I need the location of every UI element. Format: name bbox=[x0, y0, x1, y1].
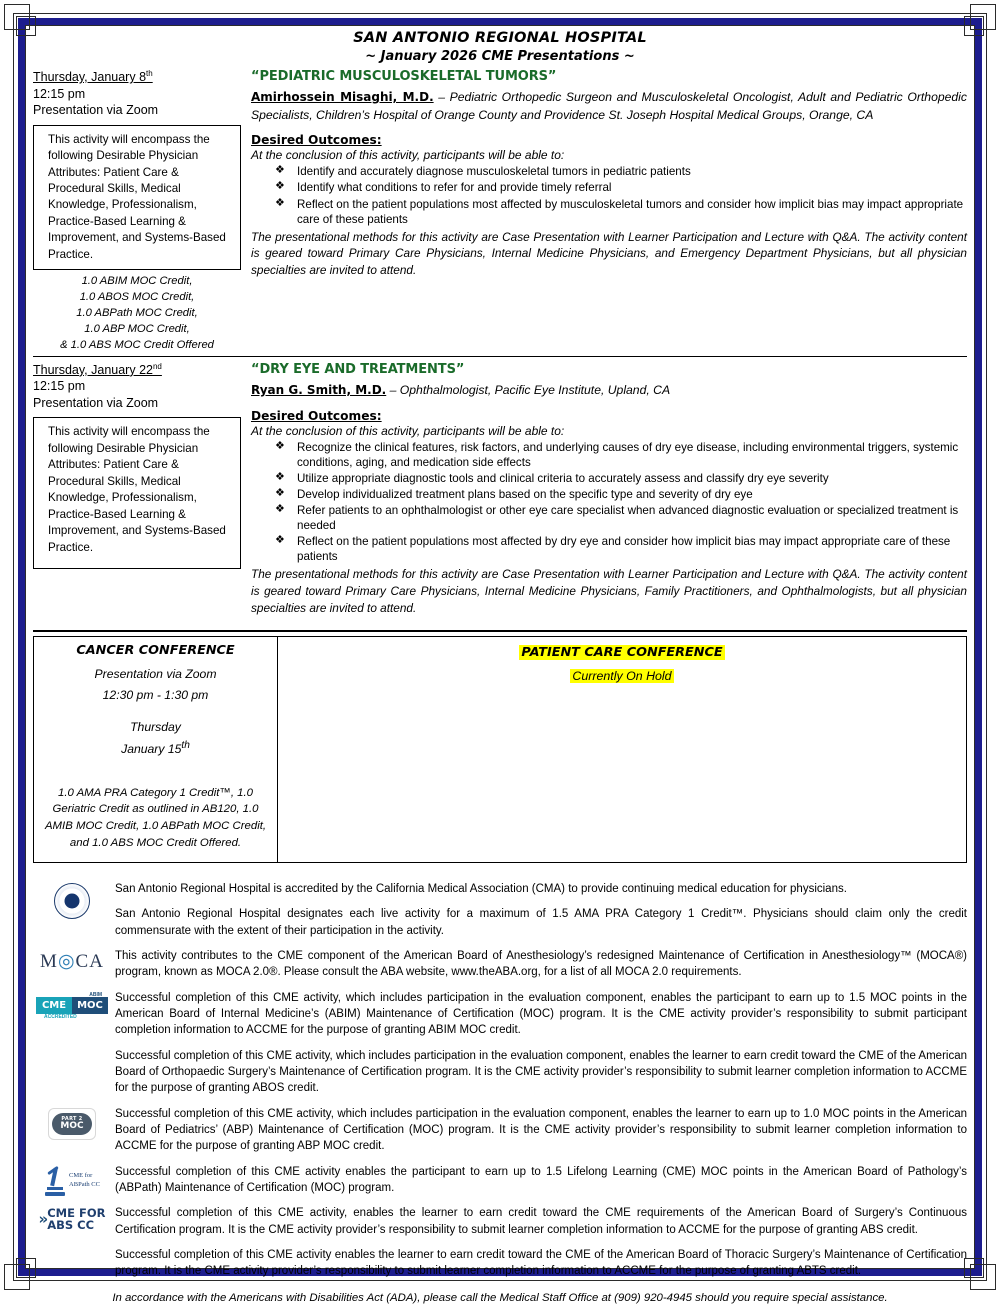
physician-attributes-box: This activity will encompass the following Desirable Physician Attributes: Patient Care & Procedural Skills, Medical Knowledge, Professionalism, Practice-Based Learning & Improvement, and Systems-Based Practice. bbox=[33, 417, 241, 569]
part2-label: PART 2 bbox=[61, 1116, 83, 1123]
issue-subtitle: ~ January 2026 CME Presentations ~ bbox=[365, 49, 635, 64]
double-chevron-icon: » bbox=[38, 1210, 46, 1229]
session-mode: Presentation via Zoom bbox=[33, 103, 159, 118]
desired-outcomes-heading: Desired Outcomes: bbox=[251, 408, 382, 423]
part2-moc-icon bbox=[48, 1108, 96, 1140]
physician-attributes-box: This activity will encompass the following Desirable Physician Attributes: Patient Care & Procedural Skills, Medical Knowledge, Professionalism, Practice-Based Learning & Improvement, and Systems-Based Practice. bbox=[33, 125, 241, 271]
accreditation-paragraph: Successful completion of this CME activity, which includes participation in the evaluation component, enables the learner to earn up to 1.0 MOC points in the American Board of Pediatrics’ (ABP) Maintenance of Certification (MOC) program. It is the CME activity provider’s responsibility to submit learner completion information to ACCME for the purpose of granting ABP MOC credit. bbox=[115, 1107, 967, 1153]
desired-outcomes-intro: At the conclusion of this activity, participants will be able to: bbox=[251, 148, 565, 163]
ada-notice: In accordance with the Americans with Disabilities Act (ADA), please call the Medical Staff Office at (909) 920-4945 should you require special assistance. bbox=[112, 1291, 888, 1304]
patient-care-conference-title: PATIENT CARE CONFERENCE bbox=[521, 645, 723, 661]
accreditation-text-cell bbox=[111, 990, 967, 1097]
outcome-item bbox=[275, 197, 967, 227]
speaker-name: Ryan G. Smith, M.D. bbox=[251, 382, 387, 397]
diamond-bullet-icon: ❖ bbox=[275, 502, 285, 515]
abs-cc-text bbox=[47, 1207, 105, 1231]
accreditation-logo-cell bbox=[33, 990, 111, 1020]
abim-cme-moc-badge bbox=[36, 992, 108, 1020]
abpath-line2: ABPath CC bbox=[69, 1180, 100, 1188]
accreditation-row bbox=[33, 1247, 967, 1280]
outcomes-list bbox=[251, 440, 967, 565]
accreditation-logo-cell bbox=[33, 948, 111, 973]
abpath-text bbox=[69, 1172, 100, 1188]
accredited-label: ACCREDITED bbox=[44, 1013, 77, 1020]
session-mode: Presentation via Zoom bbox=[33, 395, 159, 410]
session-time: 12:15 pm bbox=[33, 86, 86, 101]
outcome-text: Identify and accurately diagnose musculoskeletal tumors in pediatric patients bbox=[297, 165, 691, 179]
moca-icon bbox=[40, 950, 104, 973]
accreditation-section bbox=[33, 881, 967, 1280]
desired-outcomes-heading: Desired Outcomes: bbox=[251, 133, 382, 148]
speaker-affiliation: – Ophthalmologist, Pacific Eye Institute, Upland, CA bbox=[386, 382, 671, 397]
corner-ornament-top-left bbox=[4, 4, 30, 30]
accreditation-text-cell bbox=[111, 1247, 967, 1280]
patient-care-status-wrap bbox=[288, 667, 956, 685]
diamond-bullet-icon: ❖ bbox=[275, 439, 285, 452]
moca-letter-m: M bbox=[40, 950, 58, 972]
accreditation-row bbox=[33, 1164, 967, 1197]
session-credits bbox=[33, 274, 241, 354]
session-schedule-column bbox=[33, 362, 247, 570]
cancer-conference-cell bbox=[34, 637, 278, 862]
speaker-name: Amirhossein Misaghi, M.D. bbox=[251, 90, 434, 104]
diamond-bullet-icon: ❖ bbox=[275, 196, 285, 209]
abpath-badge bbox=[44, 1166, 100, 1196]
session-row bbox=[33, 64, 967, 354]
abpath-line1: CME for bbox=[69, 1172, 93, 1180]
patient-care-conference-cell bbox=[278, 637, 966, 862]
session-date-ordinal: th bbox=[146, 69, 153, 78]
cma-seal-graphic bbox=[54, 883, 90, 919]
accreditation-paragraph: Successful completion of this CME activity, which includes participation in the evaluation component, enables the learner to earn credit toward the CME of the American Board of Orthopaedic Surgery’s Maintenance of Certification program. It is the CME activity provider’s responsibility to submit learner completion information to ACCME for the purpose of granting ABOS credit. bbox=[115, 1049, 967, 1095]
conference-section bbox=[33, 630, 967, 863]
accreditation-text-cell bbox=[111, 881, 967, 939]
abpath-microscope-icon bbox=[44, 1166, 100, 1196]
outcome-item bbox=[275, 487, 967, 502]
session-date-text: Thursday, January 8 bbox=[33, 70, 147, 85]
conference-table bbox=[33, 636, 967, 863]
presentation-methods-paragraph: The presentational methods for this activity are Case Presentation with Learner Participation and Lecture with Q&A. The activity content is geared toward Primary Care Physicians, Internal Medicine Physicians, and Emergency Department Physicians, but all physician specialties are invited to attend. bbox=[251, 229, 967, 278]
session-date-text: Thursday, January 22 bbox=[33, 362, 153, 377]
abim-cme-moc-icon bbox=[36, 992, 108, 1020]
corner-ornament-top-right-inner bbox=[964, 16, 984, 36]
credit-line: 1.0 ABIM MOC Credit, bbox=[81, 275, 193, 288]
moca-letters-ca: CA bbox=[75, 950, 104, 972]
accreditation-paragraph: Successful completion of this CME activity enables the learner to earn credit toward the CME of the American Board of Thoracic Surgery’s Maintenance of Certification program. It is the CME activity provider’s responsibility to submit learner completion information to ACCME for the purpose of granting ABTS credit. bbox=[115, 1248, 967, 1278]
outcome-item bbox=[275, 440, 967, 470]
outcome-item bbox=[275, 471, 967, 486]
accreditation-row bbox=[33, 948, 967, 981]
accreditation-logo-cell bbox=[33, 881, 111, 919]
part2-moc-badge bbox=[48, 1108, 96, 1140]
credit-line: & 1.0 ABS MOC Credit Offered bbox=[60, 338, 214, 351]
outcome-text: Recognize the clinical features, risk factors, and underlying causes of dry eye disease, including environmental triggers, systemic conditions, aging, and medication side effects bbox=[297, 440, 959, 469]
cme-for-abs-cc-icon bbox=[39, 1207, 106, 1231]
accreditation-row bbox=[33, 990, 967, 1097]
part2-moc-label: MOC bbox=[60, 1121, 84, 1132]
accreditation-row bbox=[33, 881, 967, 939]
corner-ornament-bottom-right bbox=[970, 1264, 996, 1290]
corner-ornament-bottom-right-inner bbox=[964, 1258, 984, 1278]
hospital-name: SAN ANTONIO REGIONAL HOSPITAL bbox=[353, 30, 647, 46]
outcome-text: Refer patients to an ophthalmologist or other eye care specialist when advanced diagnostic evaluation or specialized treatment is needed bbox=[297, 503, 959, 532]
outcome-item bbox=[275, 534, 967, 564]
conference-top-rule bbox=[33, 630, 967, 632]
accreditation-logo-cell bbox=[33, 1205, 111, 1231]
accreditation-paragraph: Successful completion of this CME activity, enables the learner to earn credit toward the CME requirements of the American Board of Surgery’s Continuous Certification program. It is the CME activity provider’s responsibility to submit learner completion information to ACCME for the purpose of granting ABS credit. bbox=[115, 1207, 967, 1236]
accreditation-text-cell bbox=[111, 1164, 967, 1197]
session-time: 12:15 pm bbox=[33, 379, 86, 394]
corner-ornament-top-right bbox=[970, 4, 996, 30]
moc-label: MOC bbox=[72, 997, 108, 1014]
corner-ornament-bottom-left bbox=[4, 1264, 30, 1290]
cme-label: CME bbox=[36, 997, 72, 1014]
accreditation-text-cell bbox=[111, 1205, 967, 1238]
outcome-item bbox=[275, 180, 967, 195]
microscope-icon bbox=[44, 1166, 66, 1196]
presentation-methods-paragraph: The presentational methods for this activity are Case Presentation with Learner Participation and Lecture with Q&A. The activity content is geared toward Primary Care Physicians, Internal Medicine Physicians, Family Practitioners, and Ophthalmologists, but all physician specialties are invited to attend. bbox=[251, 567, 967, 615]
abim-label: ABIM bbox=[89, 991, 102, 998]
cancer-conference-credits: 1.0 AMA PRA Category 1 Credit™, 1.0 Geriatric Credit as outlined in AB120, 1.0 AMIB MOC Credit, 1.0 ABPath MOC Credit, and 1.0 ABS MOC Credit Offered. bbox=[44, 786, 267, 850]
accreditation-logo-cell bbox=[33, 1247, 111, 1249]
patient-care-conference-status: Currently On Hold bbox=[572, 669, 672, 684]
part2-ring bbox=[52, 1113, 92, 1135]
diamond-bullet-icon: ❖ bbox=[275, 533, 285, 546]
cme-moc-bar bbox=[36, 997, 108, 1014]
diamond-bullet-icon: ❖ bbox=[275, 180, 285, 193]
credit-line: 1.0 ABOS MOC Credit, bbox=[79, 291, 195, 304]
accreditation-paragraph: Successful completion of this CME activity enables the participant to earn up to 1.5 Lifelong Learning (CME) MOC points in the American Board of Pathology’s (ABPath) Maintenance of Certification (MOC) program. bbox=[115, 1165, 967, 1194]
document-content bbox=[33, 26, 967, 1304]
cancer-conference-mode: Presentation via Zoom bbox=[94, 667, 217, 682]
outcome-item bbox=[275, 164, 967, 179]
accreditation-paragraph: This activity contributes to the CME component of the American Board of Anesthesiology’s redesigned Maintenance of Certification in Anesthesiology™ (MOCA®) program, known as MOCA 2.0®. Please consult the ABA website, www.theABA.org, for a list of all MOCA 2.0 requirements. bbox=[115, 949, 967, 979]
diamond-bullet-icon: ❖ bbox=[275, 164, 285, 177]
accreditation-text-cell bbox=[111, 948, 967, 981]
abs-line2: ABS CC bbox=[47, 1218, 95, 1233]
session-detail-column bbox=[247, 362, 967, 616]
cancer-conference-time: 12:30 pm - 1:30 pm bbox=[102, 687, 209, 702]
session-schedule-column bbox=[33, 69, 247, 354]
session-speaker bbox=[251, 89, 967, 124]
session-speaker bbox=[251, 382, 967, 400]
outcome-text: Utilize appropriate diagnostic tools and clinical criteria to accurately assess and classify dry eye severity bbox=[297, 471, 829, 485]
desired-outcomes-intro: At the conclusion of this activity, participants will be able to: bbox=[251, 423, 565, 438]
session-row bbox=[33, 356, 967, 616]
accreditation-paragraph: Successful completion of this CME activity, which includes participation in the evaluation component, enables the participant to earn up to 1.5 MOC points in the American Board of Internal Medicine’s (ABIM) Maintenance of Certification (MOC) program. It is the CME activity provider’s responsibility to submit participant completion information to ACCME for the purpose of granting ABIM MOC credit. bbox=[115, 991, 967, 1037]
accreditation-row bbox=[33, 1205, 967, 1238]
outcome-text: Identify what conditions to refer for and provide timely referral bbox=[297, 181, 612, 195]
outcome-item bbox=[275, 503, 967, 533]
sessions-list bbox=[33, 64, 967, 616]
session-talk-title: “DRY EYE AND TREATMENTS” bbox=[251, 361, 465, 377]
credit-line: 1.0 ABPath MOC Credit, bbox=[76, 307, 198, 320]
accreditation-paragraph: San Antonio Regional Hospital designates each live activity for a maximum of 1.5 AMA PRA Category 1 Credit™. Physicians should claim only the credit commensurate with the extent of their participation in the activity. bbox=[115, 908, 967, 937]
outcome-text: Reflect on the patient populations most affected by dry eye and consider how implicit bias may impact appropriate care of these patients bbox=[297, 534, 951, 563]
accreditation-paragraph: San Antonio Regional Hospital is accredited by the California Medical Association (CMA) to provide continuing medical education for physicians. bbox=[115, 883, 847, 895]
patient-care-title-wrap bbox=[288, 643, 956, 661]
abs-line1: CME FOR bbox=[47, 1206, 106, 1221]
moca-wordmark bbox=[40, 950, 104, 973]
speaker-affiliation: – Pediatric Orthopedic Surgeon and Musculoskeletal Oncologist, Adult and Pediatric Orthopedic Specialists, Children’s Hospital of Orange County and Providence St. Joseph Hospital Medical Groups, Orange, CA bbox=[251, 90, 967, 122]
outcome-text: Reflect on the patient populations most affected by musculoskeletal tumors and consider how implicit bias may impact appropriate care of these patients bbox=[297, 197, 964, 226]
accreditation-row bbox=[33, 1106, 967, 1155]
accreditation-text-cell bbox=[111, 1106, 967, 1155]
cma-seal-icon bbox=[54, 883, 90, 919]
accreditation-logo-cell bbox=[33, 1164, 111, 1196]
session-detail-column bbox=[247, 69, 967, 279]
abs-cc-badge bbox=[39, 1207, 106, 1231]
session-date bbox=[33, 362, 241, 379]
diamond-bullet-icon: ❖ bbox=[275, 470, 285, 483]
accreditation-logo-cell bbox=[33, 1106, 111, 1140]
cancer-conference-day: Thursday bbox=[130, 719, 181, 734]
credit-line: 1.0 ABP MOC Credit, bbox=[84, 323, 190, 335]
session-date-ordinal: nd bbox=[152, 361, 162, 371]
document-header bbox=[33, 26, 967, 64]
session-talk-title: “PEDIATRIC MUSCULOSKELETAL TUMORS” bbox=[251, 69, 557, 84]
cancer-conference-date: January 15th bbox=[121, 740, 190, 757]
session-date bbox=[33, 69, 241, 86]
outcomes-list bbox=[251, 164, 967, 226]
outcome-text: Develop individualized treatment plans based on the specific type and severity of dry eye bbox=[297, 487, 753, 501]
moca-ring-glyph: ◎ bbox=[57, 950, 76, 972]
diamond-bullet-icon: ❖ bbox=[275, 486, 285, 499]
cancer-conference-title: CANCER CONFERENCE bbox=[76, 643, 235, 659]
